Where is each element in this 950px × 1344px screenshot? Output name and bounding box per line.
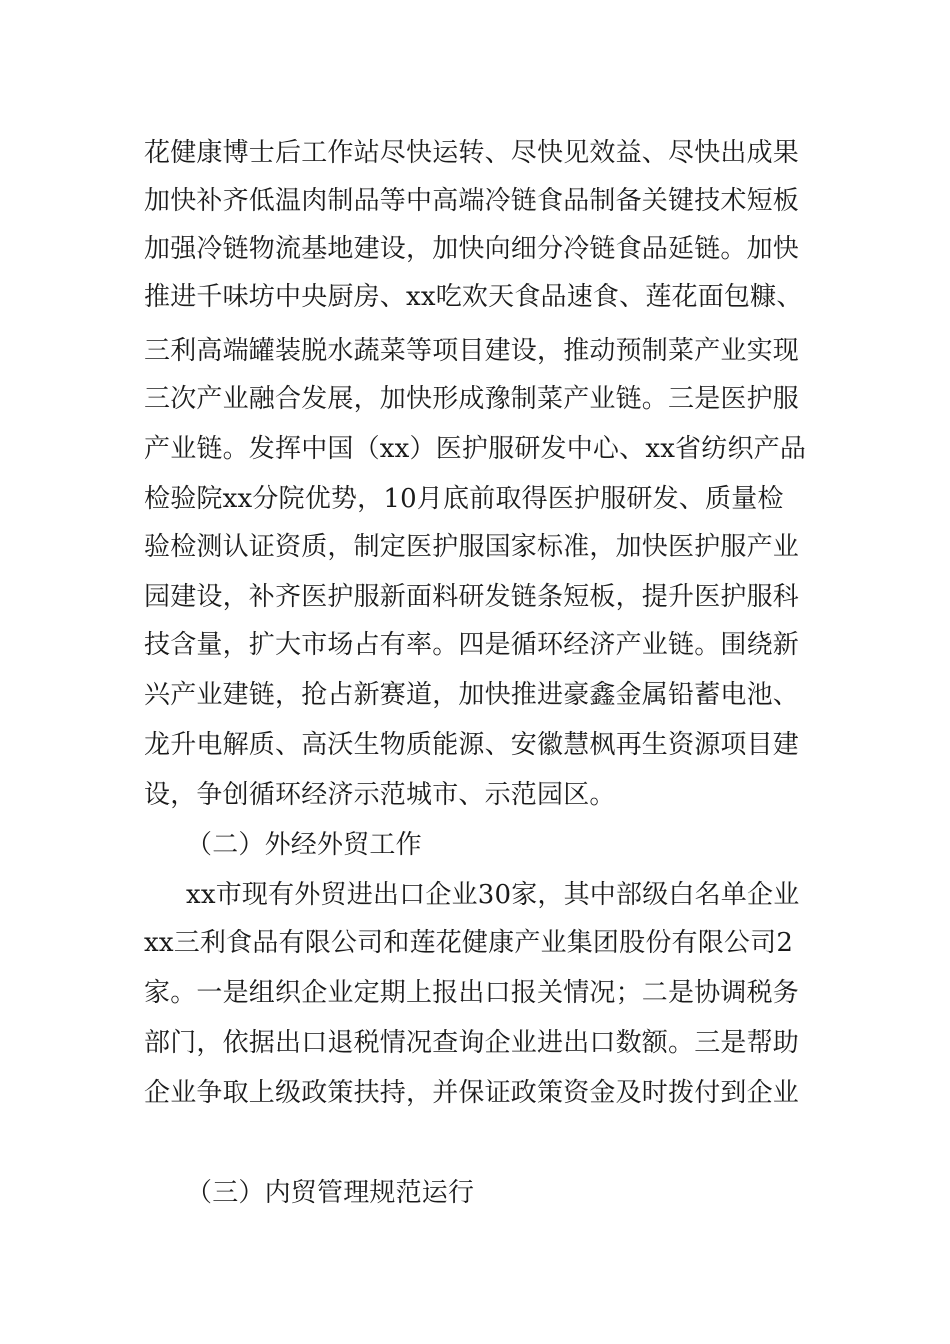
text-line: 龙升电解质、高沃生物质能源、安徽慧枫再生资源项目建 xyxy=(144,730,800,760)
text-line: 检验院xx分院优势，10月底前取得医护服研发、质量检 xyxy=(144,484,784,514)
text-line: xx市现有外贸进出口企业30家，其中部级白名单企业 xyxy=(186,880,800,910)
text-line: 部门，依据出口退税情况查询企业进出口数额。三是帮助 xyxy=(144,1028,800,1058)
text-line: 三次产业融合发展，加快形成豫制菜产业链。三是医护服 xyxy=(144,384,800,414)
text-line: 设，争创循环经济示范城市、示范园区。 xyxy=(144,780,616,810)
text-line: 兴产业建链，抢占新赛道，加快推进豪鑫金属铅蓄电池、 xyxy=(144,680,800,710)
section-heading: （二）外经外贸工作 xyxy=(186,830,422,860)
section-heading: （三）内贸管理规范运行 xyxy=(186,1178,475,1208)
text-line: 园建设，补齐医护服新面料研发链条短板，提升医护服科 xyxy=(144,582,800,612)
text-line: xx三利食品有限公司和莲花健康产业集团股份有限公司2 xyxy=(144,928,794,958)
text-line: 花健康博士后工作站尽快运转、尽快见效益、尽快出成果 xyxy=(144,138,800,168)
text-line: 三利高端罐装脱水蔬菜等项目建设，推动预制菜产业实现 xyxy=(144,336,800,366)
text-line: 产业链。发挥中国（xx）医护服研发中心、xx省纺织产品 xyxy=(144,434,807,464)
text-line: 企业争取上级政策扶持，并保证政策资金及时拨付到企业 xyxy=(144,1078,800,1108)
text-line: 家。一是组织企业定期上报出口报关情况；二是协调税务 xyxy=(144,978,800,1008)
text-line: 加强冷链物流基地建设，加快向细分冷链食品延链。加快 xyxy=(144,234,800,264)
text-line: 加快补齐低温肉制品等中高端冷链食品制备关键技术短板 xyxy=(144,186,800,216)
text-line: 推进千味坊中央厨房、xx吃欢天食品速食、莲花面包糠、 xyxy=(144,282,803,312)
text-line: 验检测认证资质，制定医护服国家标准，加快医护服产业 xyxy=(144,532,800,562)
text-line: 技含量，扩大市场占有率。四是循环经济产业链。围绕新 xyxy=(144,630,800,660)
